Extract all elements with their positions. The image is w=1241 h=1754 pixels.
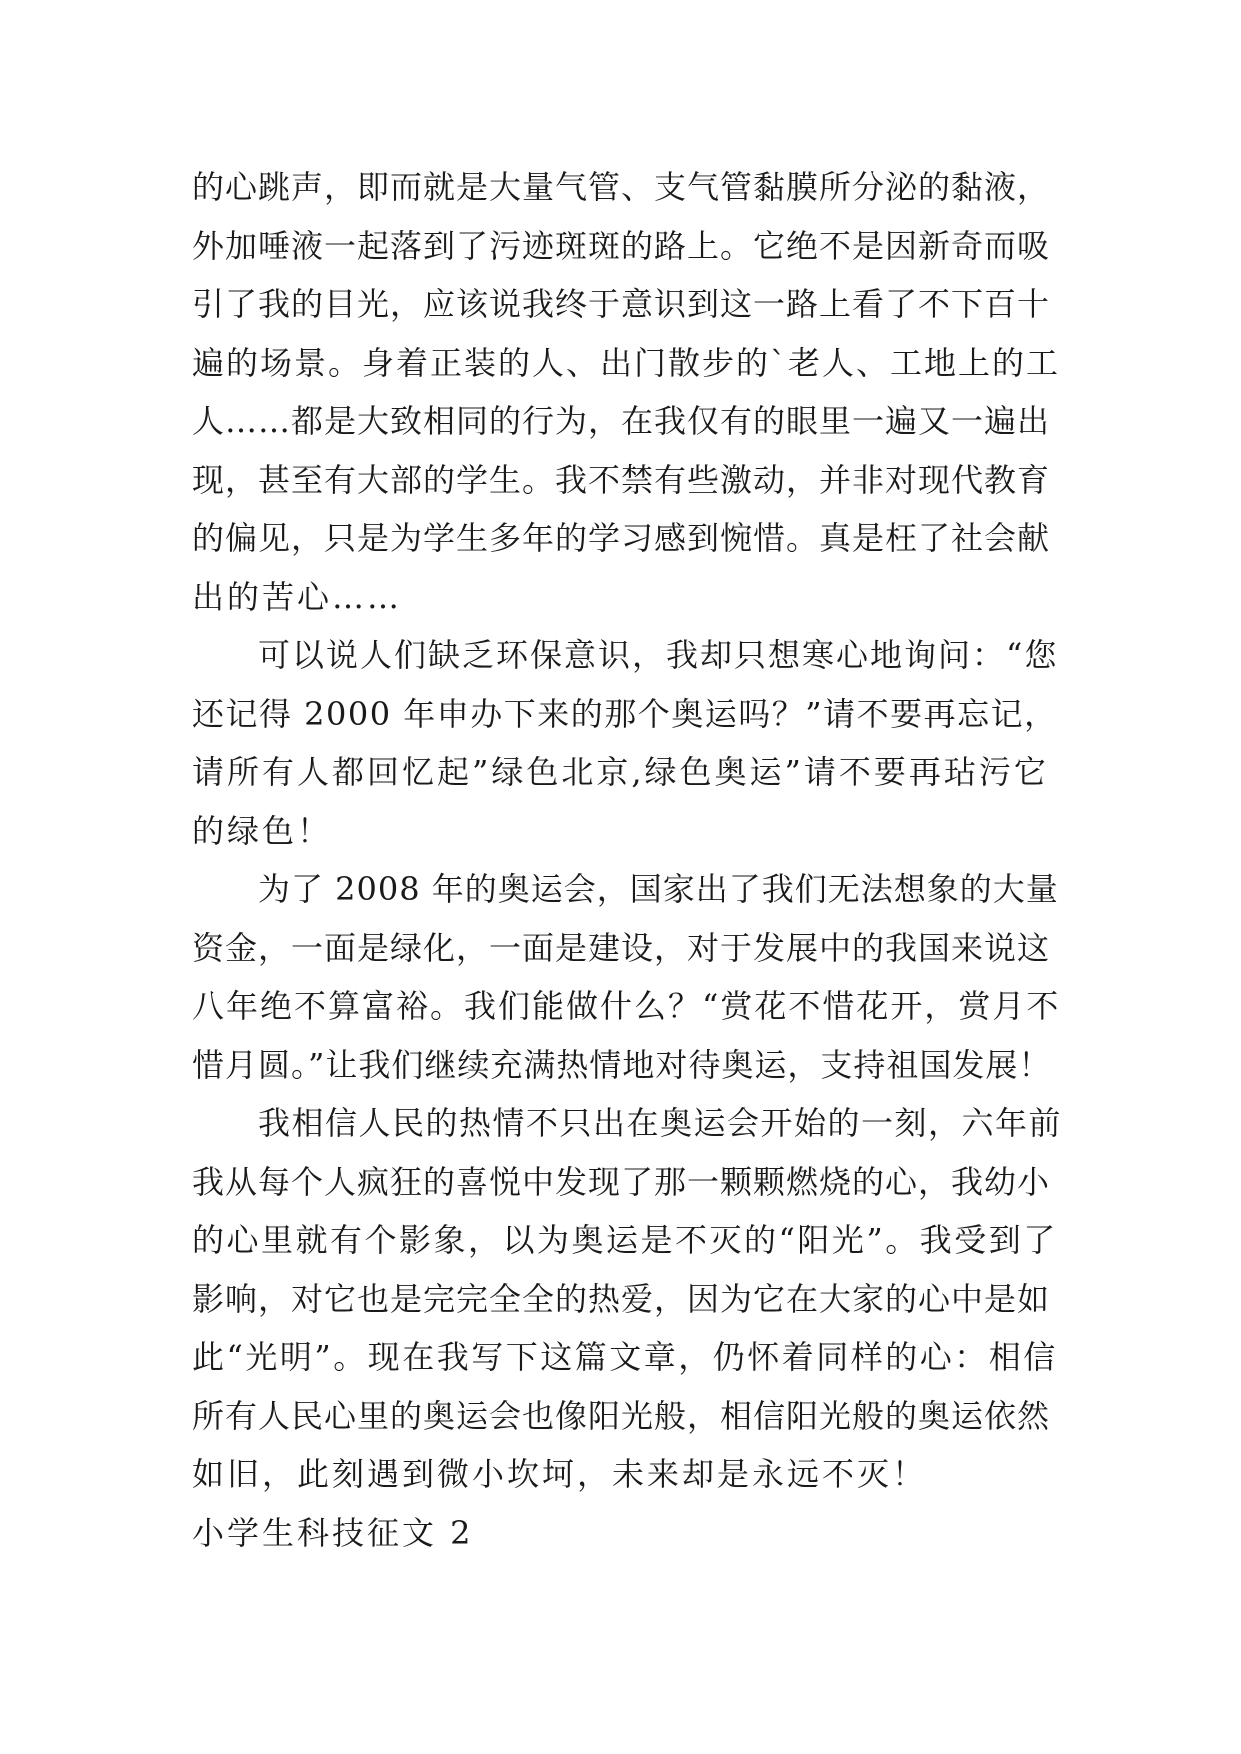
text-line: 此“光明”。现在我写下这篇文章，仍怀着同样的心：相信: [192, 1338, 1058, 1376]
text-line: 可以说人们缺乏环保意识，我却只想寒心地询问：“您: [258, 636, 1059, 674]
text-line: 八年绝不算富裕。我们能做什么？“赏花不惜花开，赏月不: [192, 987, 1061, 1025]
section-heading: 小学生科技征文 2: [192, 1513, 474, 1552]
text-line: 的偏见，只是为学生多年的学习感到惋惜。真是枉了社会献: [192, 519, 1051, 557]
text-line: 所有人民心里的奥运会也像阳光般，相信阳光般的奥运依然: [192, 1396, 1051, 1435]
text-line: 出的苦心……: [192, 577, 403, 616]
text-line: 的心跳声，即而就是大量气管、支气管黏膜所分泌的黏液，: [192, 168, 1051, 206]
text-line: 的心里就有个影象，以为奥运是不灭的“阳光”。我受到了: [192, 1221, 1058, 1259]
text-line: 惜月圆。”让我们继续充满热情地对待奥运，支持祖国发展！: [192, 1045, 1052, 1084]
text-line: 影响，对它也是完完全全的热爱，因为它在大家的心中是如: [192, 1279, 1051, 1318]
text-line: 资金，一面是绿化，一面是建设，对于发展中的我国来说这: [192, 928, 1051, 967]
document-body: [192, 158, 1062, 1562]
text-line: 我相信人民的热情不只出在奥运会开始的一刻，六年前: [258, 1104, 1063, 1142]
text-line: 为了 2008 年的奥运会，国家出了我们无法想象的大量: [258, 870, 1059, 908]
text-line: 我从每个人疯狂的喜悦中发现了那一颗颗燃烧的心，我幼小: [192, 1162, 1051, 1201]
text-line: 外加唾液一起落到了污迹斑斑的路上。它绝不是因新奇而吸: [192, 226, 1051, 265]
text-line: 请所有人都回忆起”绿色北京,绿色奥运”请不要再玷污它: [192, 753, 1049, 791]
text-line: 遍的场景。身着正装的人、出门散步的`老人、工地上的工: [192, 343, 1061, 382]
text-line: 如旧，此刻遇到微小坎坷，未来却是永远不灭！: [192, 1455, 928, 1493]
text-line: 人……都是大致相同的行为，在我仅有的眼里一遍又一遍出: [192, 402, 1051, 440]
text-line: 引了我的目光，应该说我终于意识到这一路上看了不下百十: [192, 285, 1051, 323]
text-line: 还记得 2000 年申办下来的那个奥运吗？”请不要再忘记，: [192, 694, 1058, 733]
text-line: 的绿色！: [192, 811, 333, 850]
text-line: 现，甚至有大部的学生。我不禁有些激动，并非对现代教育: [192, 460, 1051, 499]
